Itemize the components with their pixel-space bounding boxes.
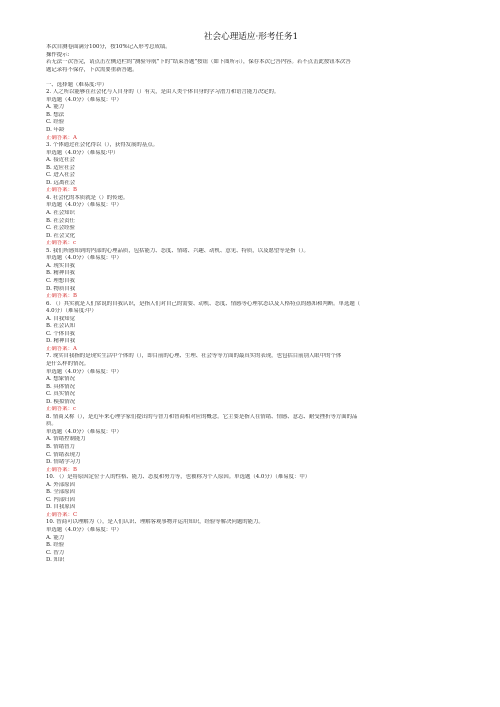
question-meta: 单选题（4.0分）（难易度：中） [46,527,122,533]
intro-line: 操作提示: [46,51,70,58]
question-meta: 单选题（4.0分）（难易度：中） [46,202,122,209]
section-heading: 一、选择题（难易度:中） [46,81,108,88]
question-stem: 5. 我们所感知到的内部的心理品质，包括能力、态度、情绪、兴趣、动机、意见、特质，以及愿望等是指（）。 [46,247,309,254]
answer-option: B. 想法 [46,111,65,118]
correct-answer: 正确答案：A [46,345,77,352]
answer-option: C. 理想自我 [46,277,75,284]
intro-line: 本次自测卷面满分100分，按10%记入形考总成绩。 [46,44,171,50]
question-meta: 单选题（4.0分）（难易度:中） [46,149,119,156]
correct-answer: 正确答案：A [46,134,77,141]
question-meta: 单选题（4.0分）（难易度：中） [46,368,122,375]
question-stem: 质。 [46,421,57,428]
answer-option: D. 模拟情况 [46,398,76,405]
question-block [46,248,456,301]
answer-option: A. 想象情况 [46,376,75,383]
intro-block [46,44,456,74]
answer-option: A. 能力 [46,534,65,541]
question-block [46,353,456,413]
answer-option: B. 全部原因 [46,489,75,496]
answer-option: C. 智力 [46,549,65,556]
answer-option: C. 个体自我 [46,330,75,337]
spacer [46,74,456,82]
question-block [46,142,456,195]
answer-option: D. 远离社会 [46,179,76,186]
answer-option: C. 内部归因 [46,496,75,503]
intro-line: 若无法一次答完，请点击左侧边栏的“测验导航”下的“结束答题”按钮（如下图所示），保存本次已答内容。若不点击此按钮本次答 [46,59,351,66]
answer-option: A. 现实自我 [46,262,75,269]
question-block [46,474,456,519]
question-block [46,89,456,142]
answer-option: C. 真实情况 [46,391,75,398]
answer-option: B. 经验 [46,542,65,549]
question-stem: 10. （）是将原因定位于人的性格、能力、态度和努力等，也被称为个人原因。单选题（4.0分）（难易度：中） [46,474,311,481]
correct-answer: 正确答案：c [46,406,76,413]
correct-answer: 正确答案：B [46,466,77,473]
question-list [46,89,456,564]
question-block [46,519,456,564]
answer-option: B. 适应社会 [46,164,75,171]
question-block [46,301,456,354]
answer-option: B. 情绪智力 [46,443,75,450]
answer-option: A. 外部原因 [46,481,75,488]
answer-option: D. 自我原因 [46,504,76,511]
answer-option: A. 情绪控制能力 [46,436,86,443]
answer-option: C. 进入社会 [46,172,75,179]
question-stem: 2. 人之所以能够在社会化与人自身的（）有关，是由人类个体自身的学习潜力和语言能力决定的。 [46,89,280,96]
answer-option: D. 情绪学习力 [46,459,81,466]
answer-option: A. 接近社会 [46,157,75,164]
correct-answer: 正确答案：C [46,511,78,518]
answer-option: D. 知识 [46,557,65,564]
answer-option: D. 精神自我 [46,338,76,345]
page-title: 社会心理适应·形考任务1 [203,32,299,42]
answer-option: B. 精神自我 [46,270,75,277]
correct-answer: 正确答案：B [46,293,77,300]
question-meta: 单选题（4.0分）（难易度：中） [46,96,122,103]
question-stem: 4.0分）（难易度:中） [46,308,97,315]
answer-option: D. 物质自我 [46,285,76,292]
question-stem: 8. 情商又称（），是近年来心理学家们提出的与智力和智商相对应的概念。它主要是指人在情绪、情感、意志、耐受挫折等方面的品 [46,413,358,420]
question-stem: 6. （）其实就是人们常说的自我认识，是指人们对自己的需要、动机、态度、情感等心理状态以及人格特点的感知和判断。单选题（ [46,300,361,307]
question-meta: 单选题（4.0分）（难易度：中） [46,255,122,262]
intro-line: 题记录将不保存，下次需要重新答题。 [46,66,138,73]
answer-option: A. 能力 [46,104,65,111]
question-meta: 单选题（4.0分）（难易度：中） [46,428,122,435]
correct-answer: 正确答案：c [46,240,76,247]
answer-option: C. 经验 [46,119,65,126]
question-stem: 3. 个体通过社会化得以（），获得发展的基点。 [46,142,158,149]
question-stem: 10. 智商可以理解为（），是人们认识、理解客观事物并运用知识，经验等解决问题的能力。 [46,519,264,526]
answer-option: D. 年龄 [46,127,65,134]
answer-option: D. 社会文化 [46,232,76,239]
answer-option: C. 情绪表现力 [46,451,81,458]
answer-option: A. 自我知觉 [46,315,75,322]
question-stem: 4. 社会化的本质就是（）的传递。 [46,194,129,201]
answer-option: B. 具体情况 [46,383,75,390]
question-block [46,195,456,248]
answer-option: B. 社会责任 [46,217,75,224]
question-stem: 7. 现实自我指的是现实生活中个体的（），即目前的心理、生理、社会等等方面的最真实的表现，也包括目前别人眼中的个体 [46,353,342,360]
question-stem: 是什么样的情况。 [46,360,90,367]
question-block [46,414,456,474]
answer-option: A. 社会知识 [46,210,75,217]
correct-answer: 正确答案：B [46,187,77,194]
answer-option: B. 社会认知 [46,323,75,330]
answer-option: C. 社会经验 [46,225,75,232]
